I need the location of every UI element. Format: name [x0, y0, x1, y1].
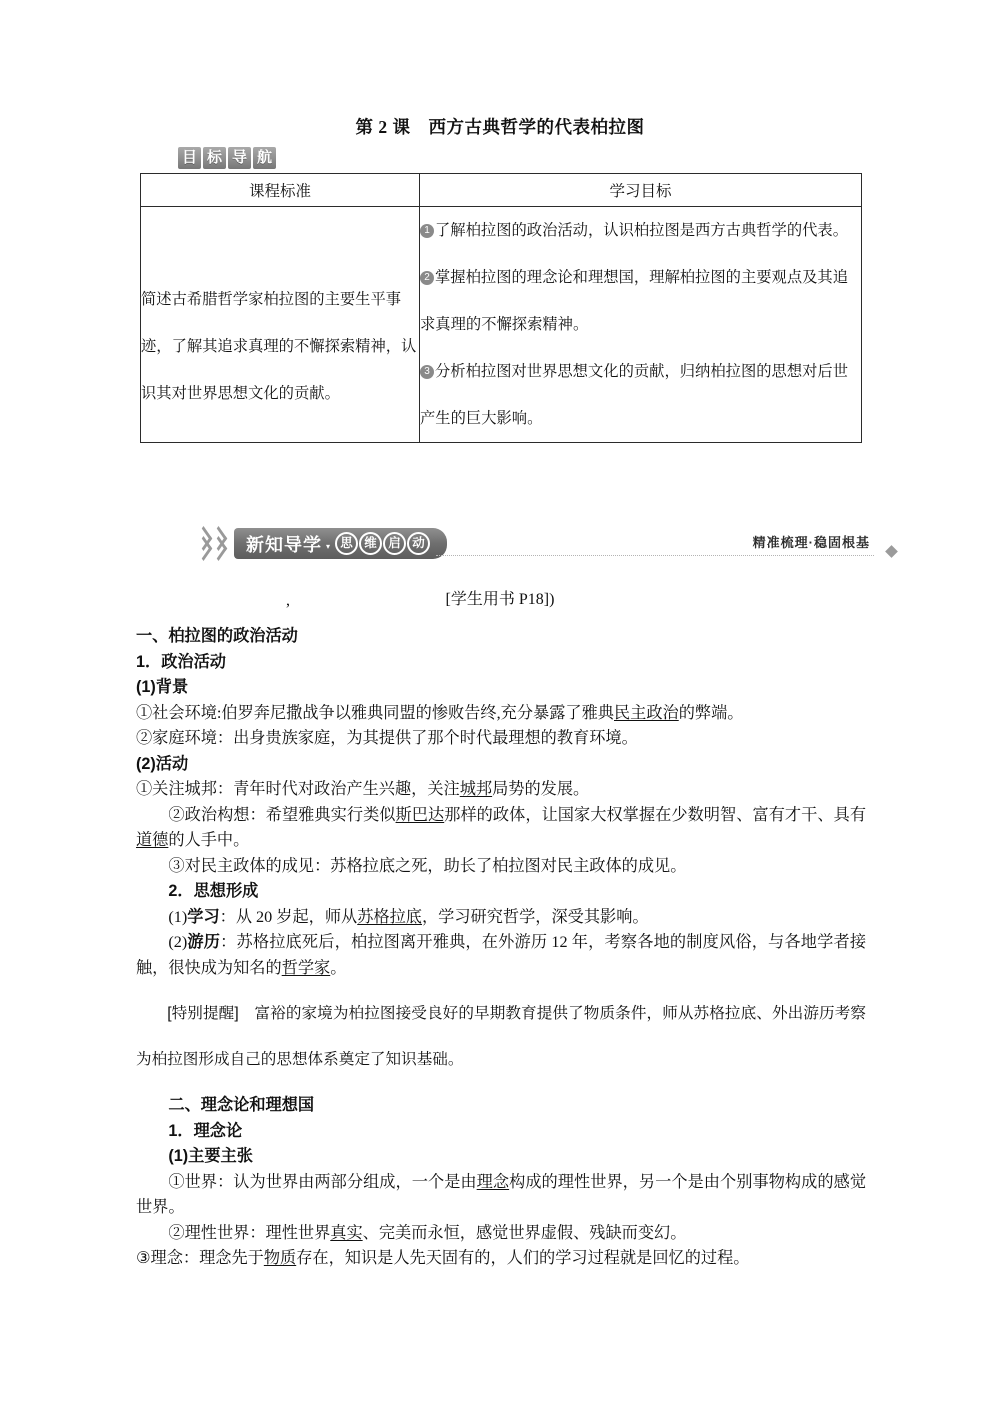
special-reminder-label: [特别提醒] [167, 1005, 239, 1022]
triangle-down-icon: ▾ [326, 541, 331, 551]
text-run: 、完美而永恒，感觉世界虚假、残缺而变幻。 [362, 1223, 687, 1242]
goal-navigation-tag [178, 147, 276, 169]
text-run: (2) [168, 933, 188, 951]
list-item [136, 803, 866, 854]
text-run: 那样的政体，让国家大权掌握在少数明智、富有才干、具有 [444, 805, 867, 824]
label-text: (1)背景 [136, 678, 189, 696]
chevron-right-icon [211, 529, 226, 559]
goal-item [420, 254, 861, 348]
special-reminder-block [136, 991, 866, 1083]
banner-label-bar [234, 528, 447, 559]
section-banner [196, 528, 896, 562]
label-text: 游历 [187, 933, 221, 951]
text-run: ：从 20 岁起，师从 [219, 907, 358, 926]
label-text: (1)主要主张 [168, 1147, 253, 1165]
underlined-term: 民主政治 [613, 703, 679, 722]
text-run: (1) [168, 907, 188, 926]
goal-tag-char: 航 [253, 147, 276, 169]
subsection-heading-1-2: 2．思想形成 [168, 882, 259, 900]
stray-mark: , [286, 592, 290, 609]
chevron-right-icon [196, 529, 211, 559]
label-text: (2)活动 [136, 754, 189, 773]
list-item [136, 1221, 866, 1247]
underlined-term: 理念 [476, 1172, 510, 1191]
list-item [136, 777, 866, 803]
item-label-main-claims [136, 1144, 866, 1170]
label-text: 学习 [187, 907, 220, 926]
list-item [136, 905, 866, 931]
goal-text: 了解柏拉图的政治活动，认识柏拉图是西方古典哲学的代表。 [435, 222, 849, 239]
list-item [136, 930, 866, 981]
text-run: 局势的发展。 [492, 780, 590, 798]
banner-circled-char: 动 [407, 532, 430, 555]
table-row [141, 207, 862, 443]
chevron-group [196, 529, 226, 559]
banner-right-label: 精准梳理·稳固根基 [752, 535, 870, 550]
goal-number-badge: 3 [420, 365, 434, 379]
text-run: ①社会环境:伯罗奔尼撒战争以雅典同盟的惨败告终,充分暴露了雅典 [136, 703, 614, 722]
text-run: 。 [330, 958, 347, 977]
list-item: ③对民主政体的成见：苏格拉底之死，助长了柏拉图对民主政体的成见。 [168, 856, 687, 875]
goal-text: 分析柏拉图对世界思想文化的贡献，归纳柏拉图的思想对后世产生的巨大影响。 [420, 363, 849, 427]
section-heading-2: 二、理念论和理想国 [168, 1096, 315, 1114]
list-item [136, 1246, 866, 1272]
text-run: 构成的理性世界，另一个是由个别事物构成的感觉世界。 [136, 1172, 867, 1216]
underlined-term: 真实 [330, 1223, 363, 1242]
text-run: 的人手中。 [168, 831, 250, 849]
underlined-term: 物质 [263, 1249, 297, 1267]
underlined-term: 城邦 [459, 780, 493, 798]
goal-tag-char: 导 [228, 147, 251, 169]
underlined-term: 苏格拉底 [357, 907, 422, 926]
text-run: ③理念：理念先于 [136, 1249, 264, 1267]
goal-tag-char: 目 [178, 147, 201, 169]
text-run: 的弊端。 [678, 703, 744, 722]
column-header-goals: 学习目标 [420, 174, 862, 207]
text-run: ①关注城邦：青年时代对政治产生兴趣，关注 [136, 780, 460, 798]
banner-circled-char: 思 [335, 532, 358, 555]
item-label-activity [136, 752, 866, 778]
textbook-reference: [学生用书 P18]) [445, 591, 555, 608]
goal-text: 掌握柏拉图的理念论和理想国，理解柏拉图的主要观点及其追求真理的不懈探索精神。 [420, 269, 849, 333]
diamond-icon [885, 545, 898, 558]
goal-item [420, 348, 861, 442]
goal-number-badge: 2 [420, 271, 434, 285]
text-run: ①世界：认为世界由两部分组成，一个是由 [168, 1172, 477, 1191]
text-run: ②理性世界：理性世界 [168, 1223, 331, 1242]
course-standard-text: 简述古希腊哲学家柏拉图的主要生平事迹，了解其追求真理的不懈探索精神，认识其对世界思想文化的贡献。 [141, 291, 417, 402]
text-run: ②政治构想：希望雅典实行类似 [168, 805, 396, 824]
goal-number-badge: 1 [420, 224, 434, 238]
cell-top-spacer [141, 232, 419, 276]
subsection-heading-1-1: 1．政治活动 [136, 652, 226, 671]
cell-course-standard [141, 207, 420, 443]
banner-circled-char: 启 [383, 532, 406, 555]
underlined-term: 斯巴达 [395, 805, 445, 824]
section-heading-1: 一、柏拉图的政治活动 [136, 627, 298, 645]
text-run: ：苏格拉底死后，柏拉图离开雅典，在外游历 12 年，考察各地的制度风俗，与各地学者接触，很快成为知名的 [136, 933, 867, 977]
column-header-standard: 课程标准 [141, 174, 420, 207]
banner-circled-char: 维 [359, 532, 382, 555]
banner-dotted-rule [436, 555, 874, 556]
goal-item [420, 207, 861, 254]
objectives-table [140, 173, 862, 443]
goal-tag-char: 标 [203, 147, 226, 169]
underlined-term: 哲学家 [281, 958, 331, 977]
table-header-row [141, 174, 862, 207]
list-item [136, 701, 866, 727]
subsection-heading-2-1: 1．理念论 [168, 1121, 243, 1140]
text-run: 存在，知识是人先天固有的，人们的学习过程就是回忆的过程。 [296, 1249, 750, 1267]
text-run: ，学习研究哲学，深受其影响。 [421, 907, 649, 926]
special-reminder-text: 富裕的家境为柏拉图接受良好的早期教育提供了物质条件，师从苏格拉底、外出游历考察为柏拉图形成自己的思想体系奠定了知识基础。 [136, 1005, 866, 1068]
cell-learning-goals [420, 207, 862, 443]
body-content [136, 624, 866, 1272]
list-item: ②家庭环境：出身贵族家庭，为其提供了那个时代最理想的教育环境。 [136, 729, 638, 747]
underlined-term: 道德 [136, 831, 169, 849]
banner-main-text: 新知导学 [246, 534, 322, 555]
page-title: 第 2 课 西方古典哲学的代表柏拉图 [355, 117, 645, 137]
list-item [136, 1170, 866, 1221]
item-label-background [136, 675, 866, 701]
